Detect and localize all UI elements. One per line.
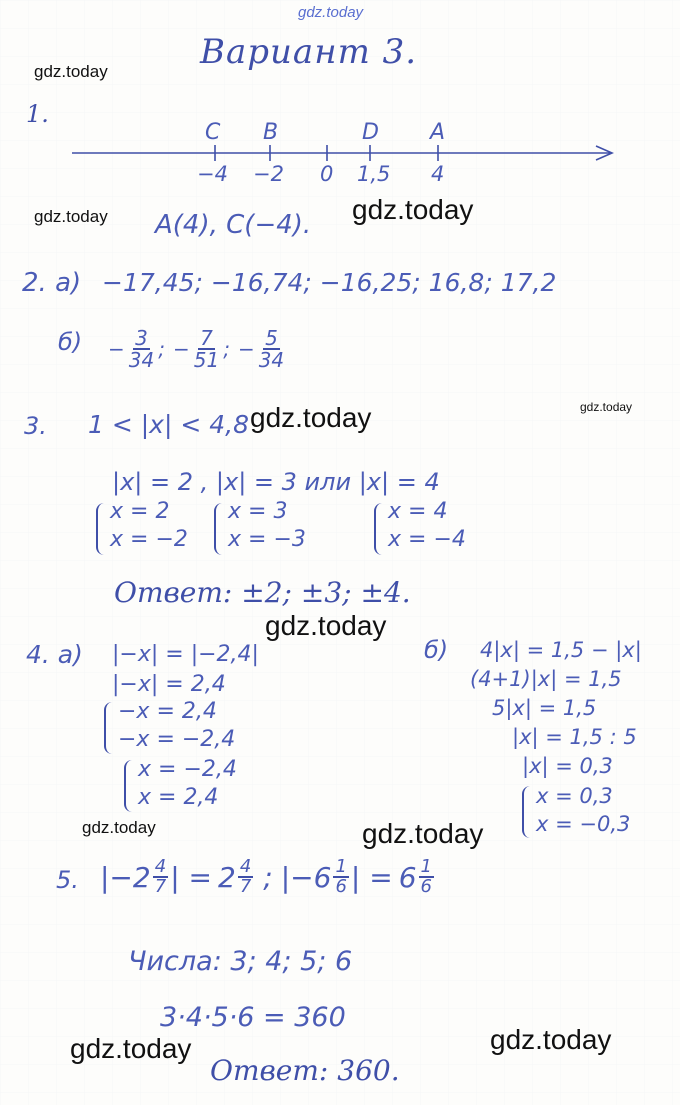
tick-label: 1,5	[357, 162, 391, 186]
task4b-label: б)	[424, 636, 449, 664]
task3-cases: |x| = 2 , |x| = 3 или |x| = 4	[112, 468, 440, 496]
task3-number: 3.	[24, 412, 47, 440]
task5-expression	[100, 858, 436, 896]
watermark: gdz.today	[34, 207, 108, 226]
task2a-label: 2. а)	[22, 268, 82, 298]
task3-answer: Ответ: ±2; ±3; ±4.	[114, 576, 411, 609]
watermark: gdz.today	[490, 1024, 612, 1055]
page-title: Вариант 3.	[200, 32, 418, 72]
fraction: $\frac{3}{34}$	[128, 326, 155, 372]
task1-answer: A(4), C(−4).	[155, 210, 312, 240]
fraction: $\frac{4}{7}$	[154, 856, 167, 897]
task4a-system1: −x = 2,4 −x = −2,4	[118, 699, 236, 752]
task5-product: 3·4·5·6 = 360	[160, 1002, 346, 1033]
point-label-b: B	[263, 120, 279, 145]
tick-label: −4	[197, 162, 228, 186]
minus-sign: −	[172, 337, 190, 361]
task3-system3: x = 4 x = −4	[388, 499, 466, 552]
mixed-whole: 2	[217, 860, 236, 894]
mixed-whole: 6	[398, 860, 417, 894]
separator: ;	[263, 860, 273, 894]
task4a-label: 4. а)	[26, 640, 83, 669]
task3-system1: x = 2 x = −2	[110, 499, 188, 552]
task4a-system2: x = −2,4 x = 2,4	[138, 757, 237, 810]
system-brace	[104, 702, 114, 754]
task5-number: 5.	[56, 866, 79, 894]
minus-sign: −	[108, 337, 125, 361]
system-brace	[214, 503, 224, 555]
watermark: gdz.today	[580, 400, 633, 414]
task1-number: 1.	[26, 100, 49, 128]
watermark: gdz.today	[82, 818, 156, 837]
watermark: gdz.today	[362, 818, 484, 849]
separator: ;	[223, 337, 230, 361]
fraction: $\frac{4}{7}$	[239, 856, 252, 897]
system-brace	[374, 503, 384, 555]
task4b-system: x = 0,3 x = −0,3	[536, 784, 631, 836]
task4a-lines: |−x| = |−2,4| |−x| = 2,4	[112, 642, 259, 697]
system-brace	[124, 760, 134, 812]
task2b-fractions	[108, 328, 288, 370]
watermark: gdz.today	[34, 62, 108, 81]
task5-answer: Ответ: 360.	[210, 1054, 400, 1087]
task3-inequality: 1 < |x| < 4,8	[88, 410, 249, 439]
abs-close: | =	[350, 860, 393, 894]
abs-open: |−	[100, 860, 133, 894]
point-label-d: D	[362, 120, 379, 145]
system-brace	[96, 503, 106, 555]
abs-close: | =	[170, 860, 212, 894]
mixed-whole: 2	[132, 860, 151, 894]
minus-sign: −	[237, 337, 255, 361]
watermark-top: gdz.today	[298, 4, 364, 21]
fraction: $\frac{5}{34}$	[258, 326, 285, 372]
fraction: $\frac{1}{6}$	[335, 856, 347, 897]
tick-label: −2	[253, 162, 284, 186]
task2b-label: б)	[58, 328, 83, 356]
separator: ;	[158, 337, 165, 361]
number-line	[0, 0, 680, 200]
watermark: gdz.today	[250, 402, 372, 433]
system-brace	[522, 786, 532, 838]
abs-open: |−	[280, 860, 314, 894]
watermark: gdz.today	[265, 610, 387, 641]
task5-numbers: Числа: 3; 4; 5; 6	[128, 946, 353, 977]
tick-label: 0	[320, 162, 334, 186]
fraction: $\frac{1}{6}$	[420, 856, 432, 897]
mixed-whole: 6	[313, 860, 332, 894]
task2a-text: −17,45; −16,74; −16,25; 16,8; 17,2	[102, 268, 557, 297]
tick-label: 4	[431, 162, 445, 186]
fraction: $\frac{7}{51}$	[193, 326, 220, 372]
point-label-c: C	[205, 120, 221, 145]
task3-system2: x = 3 x = −3	[228, 499, 306, 552]
watermark: gdz.today	[352, 194, 474, 225]
point-label-a: A	[430, 120, 446, 145]
watermark: gdz.today	[70, 1033, 192, 1064]
task4b-lines: 4|x| = 1,5 − |x| (4+1)|x| = 1,5 5|x| = 1,5 |x| = 1,5 : 5 |x| = 0,3	[470, 638, 642, 778]
